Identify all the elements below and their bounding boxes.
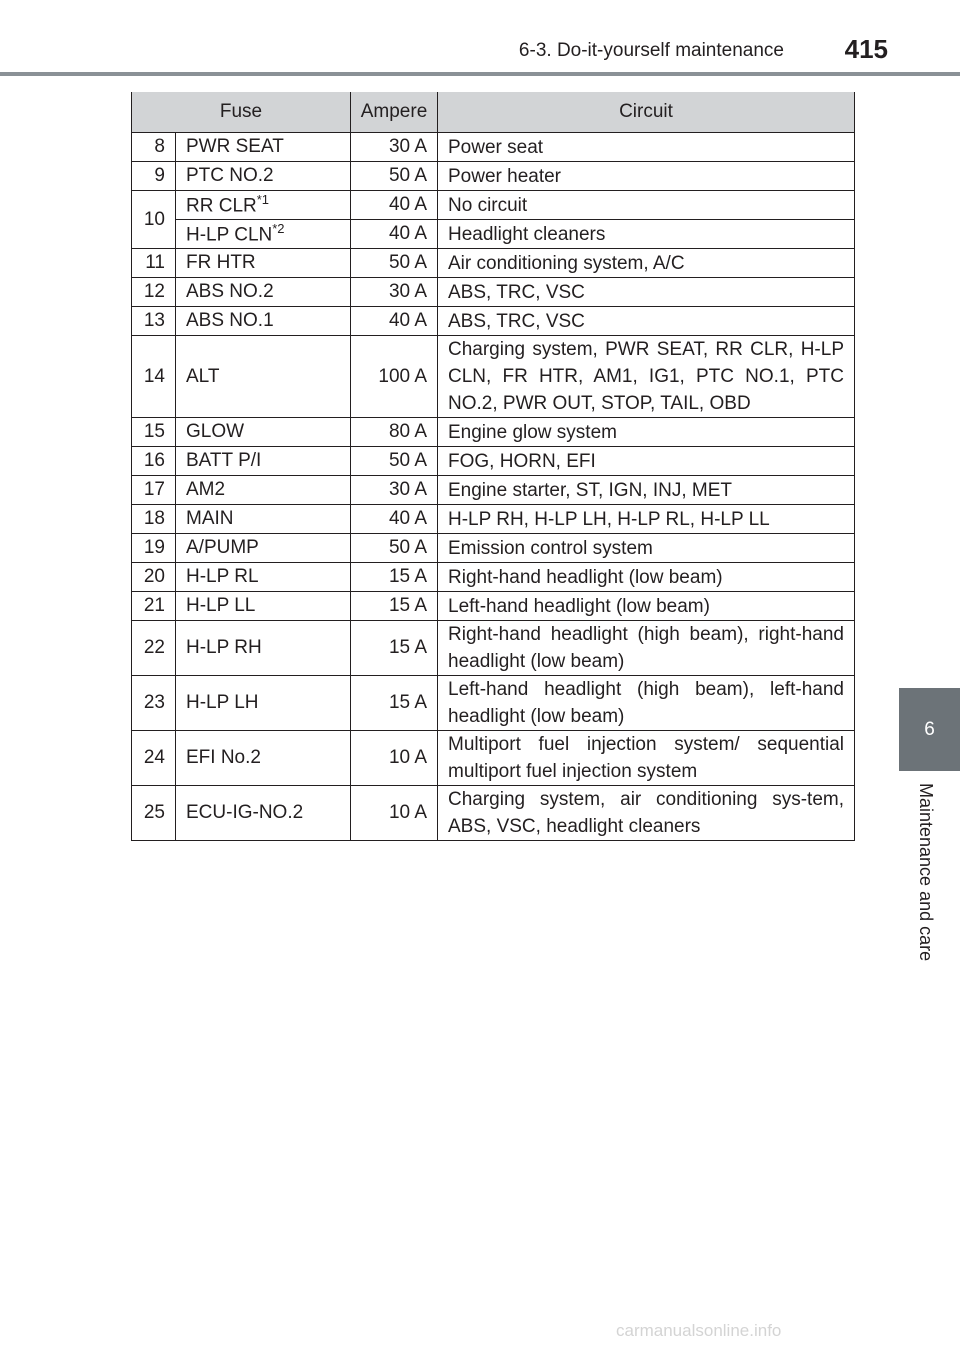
fuse-circuit: Right-hand headlight (high beam), right-hand headlight (low beam) (438, 621, 855, 676)
fuse-number: 23 (132, 676, 176, 731)
fuse-name: PWR SEAT (176, 133, 351, 162)
fuse-number: 18 (132, 505, 176, 534)
fuse-circuit: Left-hand headlight (high beam), left-hand headlight (low beam) (438, 676, 855, 731)
fuse-number: 19 (132, 534, 176, 563)
table-row (132, 307, 855, 336)
fuse-number: 11 (132, 249, 176, 278)
fuse-name (176, 220, 351, 249)
fuse-name-text: H-LP CLN (186, 224, 273, 246)
fuse-name: H-LP LL (176, 592, 351, 621)
fuse-name: ECU-IG-NO.2 (176, 786, 351, 841)
fuse-number: 24 (132, 731, 176, 786)
fuse-circuit: No circuit (438, 191, 855, 220)
fuse-ampere: 50 A (351, 534, 438, 563)
table-row (132, 336, 855, 418)
header-rule (0, 72, 960, 76)
fuse-ampere: 40 A (351, 307, 438, 336)
fuse-name: BATT P/I (176, 447, 351, 476)
table-row (132, 220, 855, 249)
fuse-number: 8 (132, 133, 176, 162)
table-row (132, 191, 855, 220)
fuse-circuit: Right-hand headlight (low beam) (438, 563, 855, 592)
fuse-circuit: Emission control system (438, 534, 855, 563)
fuse-circuit: Left-hand headlight (low beam) (438, 592, 855, 621)
fuse-circuit: Power heater (438, 162, 855, 191)
fuse-name: EFI No.2 (176, 731, 351, 786)
fuse-circuit: Engine starter, ST, IGN, INJ, MET (438, 476, 855, 505)
fuse-name: ALT (176, 336, 351, 418)
fuse-ampere: 80 A (351, 418, 438, 447)
fuse-name: FR HTR (176, 249, 351, 278)
table-header-row (132, 92, 855, 133)
fuse-circuit: Engine glow system (438, 418, 855, 447)
fuse-name: ABS NO.2 (176, 278, 351, 307)
fuse-ampere: 30 A (351, 476, 438, 505)
column-header-fuse: Fuse (132, 92, 351, 133)
table-row (132, 418, 855, 447)
fuse-ampere: 30 A (351, 133, 438, 162)
fuse-table (131, 92, 855, 841)
fuse-name: A/PUMP (176, 534, 351, 563)
fuse-name: ABS NO.1 (176, 307, 351, 336)
fuse-circuit: Air conditioning system, A/C (438, 249, 855, 278)
fuse-name (176, 191, 351, 220)
fuse-ampere: 40 A (351, 505, 438, 534)
fuse-number: 17 (132, 476, 176, 505)
fuse-number: 15 (132, 418, 176, 447)
fuse-ampere: 50 A (351, 447, 438, 476)
table-row (132, 592, 855, 621)
fuse-circuit: Charging system, air conditioning sys-tem, ABS, VSC, headlight cleaners (438, 786, 855, 841)
footnote-mark: *2 (272, 221, 285, 237)
fuse-number: 10 (132, 191, 176, 249)
fuse-number: 22 (132, 621, 176, 676)
fuse-circuit: Multiport fuel injection system/ sequential multiport fuel injection system (438, 731, 855, 786)
fuse-ampere: 50 A (351, 249, 438, 278)
table-row (132, 447, 855, 476)
fuse-name: AM2 (176, 476, 351, 505)
fuse-number: 25 (132, 786, 176, 841)
table-row (132, 621, 855, 676)
fuse-number: 12 (132, 278, 176, 307)
fuse-number: 13 (132, 307, 176, 336)
fuse-ampere: 50 A (351, 162, 438, 191)
chapter-label: Maintenance and care (916, 783, 936, 962)
table-row (132, 476, 855, 505)
fuse-circuit: FOG, HORN, EFI (438, 447, 855, 476)
table-row (132, 505, 855, 534)
fuse-circuit: H-LP RH, H-LP LH, H-LP RL, H-LP LL (438, 505, 855, 534)
watermark: carmanualsonline.info (616, 1321, 782, 1340)
fuse-name: PTC NO.2 (176, 162, 351, 191)
column-header-circuit: Circuit (438, 92, 855, 133)
fuse-ampere: 15 A (351, 676, 438, 731)
fuse-number: 21 (132, 592, 176, 621)
table-row (132, 278, 855, 307)
fuse-circuit: Headlight cleaners (438, 220, 855, 249)
fuse-number: 20 (132, 563, 176, 592)
fuse-name: H-LP RL (176, 563, 351, 592)
fuse-number: 16 (132, 447, 176, 476)
fuse-ampere: 15 A (351, 563, 438, 592)
table-row (132, 162, 855, 191)
fuse-circuit: Power seat (438, 133, 855, 162)
table-row (132, 133, 855, 162)
fuse-ampere: 15 A (351, 592, 438, 621)
footnote-mark: *1 (256, 192, 270, 208)
fuse-name: H-LP RH (176, 621, 351, 676)
table-row (132, 534, 855, 563)
fuse-name: MAIN (176, 505, 351, 534)
fuse-ampere: 40 A (351, 220, 438, 249)
chapter-tab[interactable] (899, 688, 960, 771)
table-row (132, 731, 855, 786)
fuse-ampere: 10 A (351, 731, 438, 786)
fuse-name: H-LP LH (176, 676, 351, 731)
fuse-name-text: RR CLR (186, 195, 257, 217)
table-row (132, 249, 855, 278)
chapter-number: 6 (924, 718, 935, 740)
fuse-circuit: ABS, TRC, VSC (438, 278, 855, 307)
fuse-name: GLOW (176, 418, 351, 447)
fuse-ampere: 30 A (351, 278, 438, 307)
fuse-ampere: 10 A (351, 786, 438, 841)
fuse-ampere: 15 A (351, 621, 438, 676)
table-row (132, 563, 855, 592)
fuse-ampere: 100 A (351, 336, 438, 418)
fuse-ampere: 40 A (351, 191, 438, 220)
fuse-circuit: ABS, TRC, VSC (438, 307, 855, 336)
table-row (132, 676, 855, 731)
table-row (132, 786, 855, 841)
column-header-ampere: Ampere (351, 92, 438, 133)
page-number: 415 (844, 34, 888, 64)
fuse-circuit: Charging system, PWR SEAT, RR CLR, H-LP CLN, FR HTR, AM1, IG1, PTC NO.1, PTC NO.2, PWR OUT, STOP, TAIL, OBD (438, 336, 855, 418)
section-title: 6-3. Do-it-yourself maintenance (518, 40, 784, 61)
fuse-number: 9 (132, 162, 176, 191)
fuse-number: 14 (132, 336, 176, 418)
